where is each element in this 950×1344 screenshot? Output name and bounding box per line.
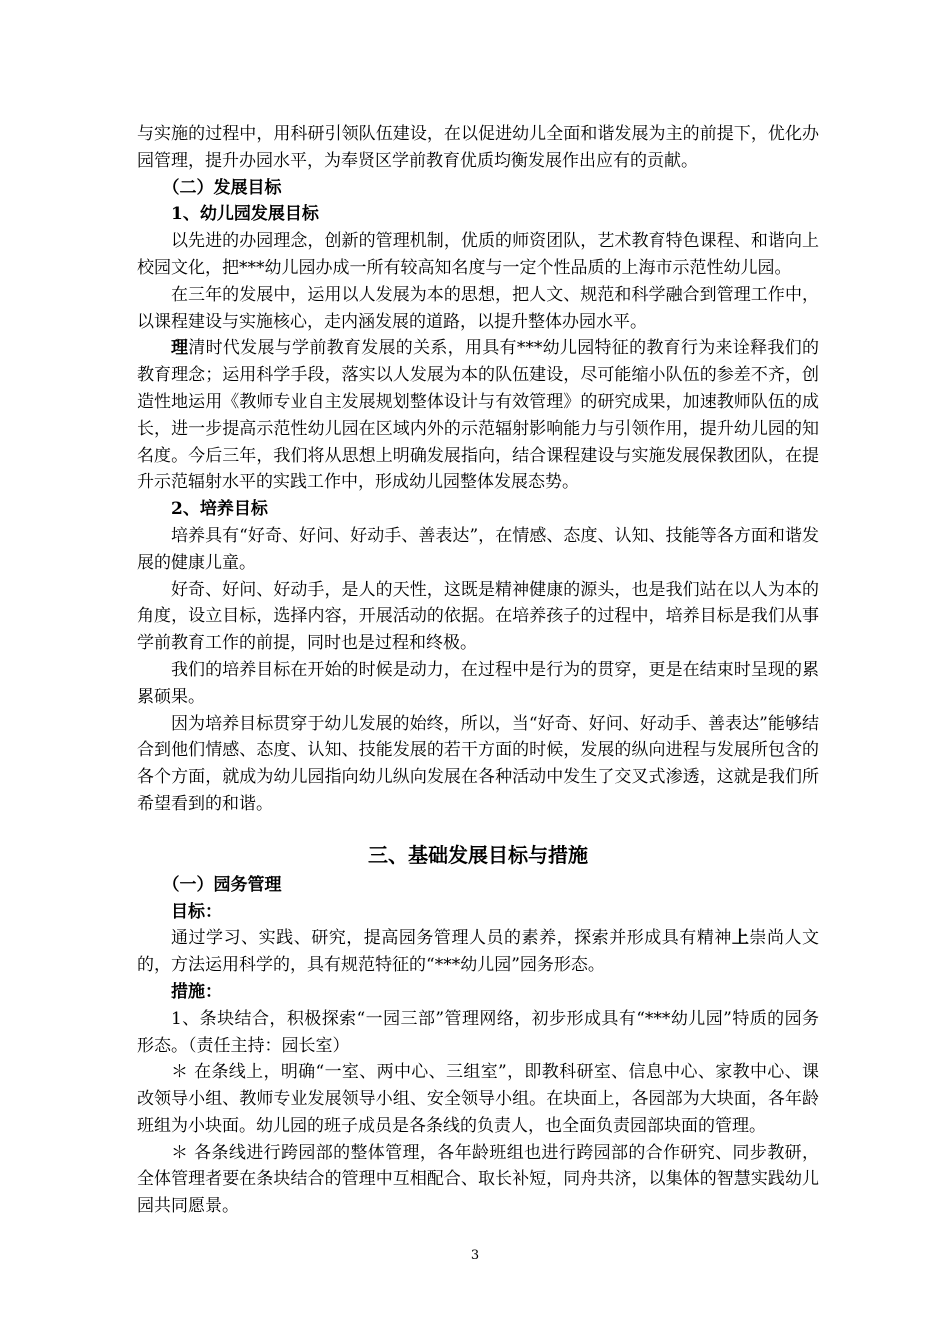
training-goal-paragraph-2: 好奇、好问、好动手，是人的天性，这既是精神健康的源头，也是我们站在以人为本的角度，设立目标，选择内容，开展活动的依据。在培养孩子的过程中，培养目标是我们从事学前教育工作的前提，同时也是过程和终极。 (137, 579, 819, 654)
training-goal-paragraph-1: 培养具有“好奇、好问、好动手、善表达”，在情感、态度、认知、技能等各方面和谐发展的健康儿童。 (137, 525, 819, 573)
target-paragraph (137, 925, 819, 979)
heading-development-goals: （二）发展目标 (162, 177, 282, 198)
intro-paragraph: 与实施的过程中，用科研引领队伍建设，在以促进幼儿全面和谐发展为主的前提下，优化办园管理，提升办园水平，为奉贤区学前教育优质均衡发展作出应有的贡献。 (137, 124, 819, 171)
kindergarten-goal-paragraph-2: 在三年的发展中，运用以人发展为本的思想，把人文、规范和科学融合到管理工作中，以课程建设与实施核心，走内涵发展的道路，以提升整体办园水平。 (137, 284, 819, 332)
measure-bullet-2: ＊ 各条线进行跨园部的整体管理，各年龄班组也进行跨园部的合作研究、同步教研，全体管理者要在条块结合的管理中互相配合、取长补短，同舟共济，以集体的智慧实践幼儿园共同愿景。 (137, 1142, 819, 1217)
heading-measures: 措施： (171, 981, 222, 1002)
bold-lead-char: 理 (171, 338, 189, 359)
paragraph-text: 通过学习、实践、研究，提高园务管理人员的素养，探索并形成具有精神 (171, 928, 732, 949)
kindergarten-goal-paragraph-3 (137, 335, 819, 496)
measure-paragraph-1: 1、条块结合，积极探索“一园三部”管理网络，初步形成具有“***幼儿园”特质的园务形态。（责任主持：园长室） (137, 1008, 819, 1056)
heading-admin: （一）园务管理 (162, 874, 282, 895)
heading-kindergarten-goals: 1、幼儿园发展目标 (171, 204, 319, 225)
bold-char: 上 (731, 928, 750, 949)
training-goal-paragraph-3: 我们的培养目标在开始的时候是动力，在过程中是行为的贯穿，更是在结束时呈现的累累硕果。 (137, 659, 819, 707)
page-number: 3 (470, 1248, 480, 1263)
section-heading-3: 三、基础发展目标与措施 (368, 842, 588, 867)
heading-training-goals: 2、培养目标 (171, 499, 268, 520)
paragraph-text: 崇尚人文的，方法运用科学的，具有规范特征的“***幼儿园”园务形态。 (137, 928, 820, 976)
document-body (137, 121, 819, 1220)
kindergarten-goal-paragraph-1: 以先进的办园理念，创新的管理机制，优质的师资团队，艺术教育特色课程、和谐向上校园文化，把***幼儿园办成一所有较高知名度与一定个性品质的上海市示范性幼儿园。 (137, 231, 819, 278)
training-goal-paragraph-4: 因为培养目标贯穿于幼儿发展的始终，所以，当“好奇、好问、好动手、善表达”能够结合到他们情感、态度、认知、技能发展的若干方面的时候，发展的纵向进程与发展所包含的各个方面，就成为幼儿园指向幼儿纵向发展在各种活动中发生了交叉式渗透，这就是我们所希望看到的和谐。 (137, 713, 819, 814)
measure-bullet-1: ＊ 在条线上，明确“一室、两中心、三组室”，即教科研室、信息中心、家教中心、课改领导小组、教师专业发展领导小组、安全领导小组。在块面上，各园部为大块面，各年龄班组为小块面。幼儿园的班子成员是各条线的负责人，也全面负责园部块面的管理。 (137, 1062, 819, 1136)
paragraph-text: 清时代发展与学前教育发展的关系，用具有***幼儿园特征的教育行为来诠释我们的教育理念；运用科学手段，落实以人发展为本的队伍建设，尽可能缩小队伍的参差不齐，创造性地运用《教师专业自主发展规划整体设计与有效管理》的研究成果，加速教师队伍的成长，进一步提高示范性幼儿园在区域内外的示范辐射影响能力与引领作用，提升幼儿园的知名度。今后三年，我们将从思想上明确发展指向，结合课程建设与实施发展保教团队，在提升示范辐射水平的实践工作中，形成幼儿园整体发展态势。 (137, 338, 820, 493)
heading-target: 目标： (171, 901, 222, 922)
